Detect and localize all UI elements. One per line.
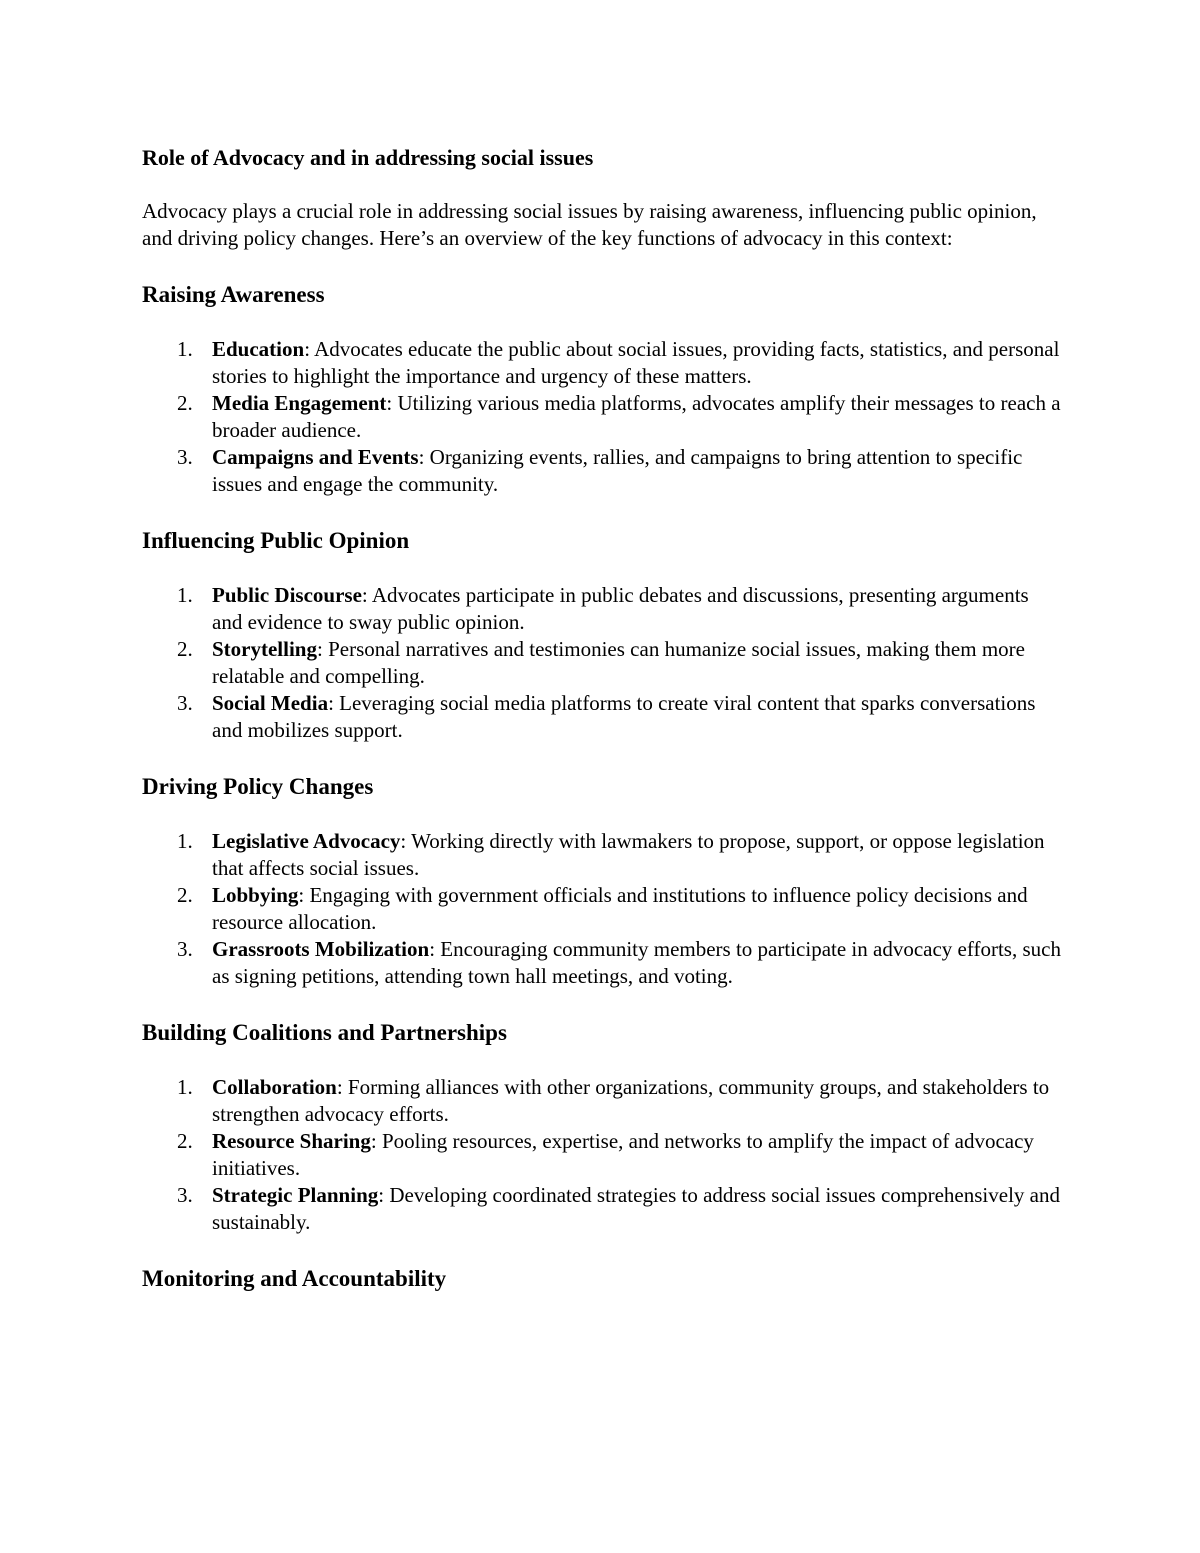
list-item-term: Grassroots Mobilization — [212, 937, 430, 961]
intro-paragraph: Advocacy plays a crucial role in addressing social issues by raising awareness, influencing public opinion, and driving policy changes. Here’s an overview of the key functions of advocacy in this context: — [142, 199, 1037, 250]
list-item — [142, 828, 1062, 882]
list-item-text: : Encouraging community members to participate in advocacy efforts, such as signing petitions, attending town hall meetings, and voting. — [212, 937, 1061, 988]
document-title: Role of Advocacy and in addressing social issues — [142, 145, 594, 170]
list-item-number: 2. — [177, 391, 193, 415]
list-item-text: : Personal narratives and testimonies can humanize social issues, making them more relatable and compelling. — [212, 637, 1025, 688]
list-item — [142, 336, 1062, 390]
list-item-term: Education — [212, 337, 305, 361]
list-item-text: : Organizing events, rallies, and campaigns to bring attention to specific issues and engage the community. — [212, 445, 1023, 496]
list-item — [142, 936, 1062, 990]
list-item — [142, 1074, 1062, 1128]
list-item — [142, 636, 1062, 690]
list-item-term: Social Media — [212, 691, 329, 715]
section-heading-driving-policy-changes: Driving Policy Changes — [142, 774, 374, 799]
list-item-number: 3. — [177, 445, 193, 469]
list-item — [142, 1128, 1062, 1182]
list-driving-policy-changes — [142, 828, 1062, 990]
list-item-term: Strategic Planning — [212, 1183, 379, 1207]
list-item-term: Media Engagement — [212, 391, 387, 415]
document-page — [142, 138, 1062, 1294]
section-heading-influencing-public-opinion: Influencing Public Opinion — [142, 528, 410, 553]
list-raising-awareness — [142, 336, 1062, 498]
list-item-text: : Engaging with government officials and institutions to influence policy decisions and resource allocation. — [212, 883, 1028, 934]
list-item-text: : Developing coordinated strategies to address social issues comprehensively and sustainably. — [212, 1183, 1060, 1234]
list-item-text: : Leveraging social media platforms to create viral content that sparks conversations and mobilizes support. — [212, 691, 1036, 742]
list-item-term: Storytelling — [212, 637, 317, 661]
list-item-term: Legislative Advocacy — [212, 829, 401, 853]
list-item-term: Campaigns and Events — [212, 445, 419, 469]
list-item-number: 3. — [177, 937, 193, 961]
list-item — [142, 390, 1062, 444]
list-item-number: 1. — [177, 583, 193, 607]
list-item-term: Collaboration — [212, 1075, 337, 1099]
list-item-number: 3. — [177, 691, 193, 715]
section-heading-monitoring-accountability: Monitoring and Accountability — [142, 1266, 447, 1291]
list-item — [142, 690, 1062, 744]
list-item-number: 2. — [177, 1129, 193, 1153]
list-item-number: 2. — [177, 883, 193, 907]
list-item-text: : Advocates participate in public debates and discussions, presenting arguments and evidence to sway public opinion. — [212, 583, 1029, 634]
section-heading-building-coalitions: Building Coalitions and Partnerships — [142, 1020, 507, 1045]
section-heading-raising-awareness: Raising Awareness — [142, 282, 325, 307]
list-item-text: : Pooling resources, expertise, and networks to amplify the impact of advocacy initiatives. — [212, 1129, 1034, 1180]
list-item — [142, 582, 1062, 636]
list-item — [142, 882, 1062, 936]
list-item-number: 1. — [177, 1075, 193, 1099]
list-building-coalitions — [142, 1074, 1062, 1236]
list-item-number: 1. — [177, 337, 193, 361]
list-item-term: Lobbying — [212, 883, 299, 907]
list-item-number: 3. — [177, 1183, 193, 1207]
list-item-number: 1. — [177, 829, 193, 853]
list-item-text: : Working directly with lawmakers to propose, support, or oppose legislation that affects social issues. — [212, 829, 1045, 880]
list-item-term: Resource Sharing — [212, 1129, 371, 1153]
list-item — [142, 444, 1062, 498]
list-item-text: : Utilizing various media platforms, advocates amplify their messages to reach a broader audience. — [212, 391, 1061, 442]
list-item-text: : Forming alliances with other organizations, community groups, and stakeholders to strengthen advocacy efforts. — [212, 1075, 1050, 1126]
list-item-number: 2. — [177, 637, 193, 661]
list-influencing-public-opinion — [142, 582, 1062, 744]
list-item — [142, 1182, 1062, 1236]
list-item-term: Public Discourse — [212, 583, 362, 607]
list-item-text: : Advocates educate the public about social issues, providing facts, statistics, and personal stories to highlight the importance and urgency of these matters. — [212, 337, 1060, 388]
